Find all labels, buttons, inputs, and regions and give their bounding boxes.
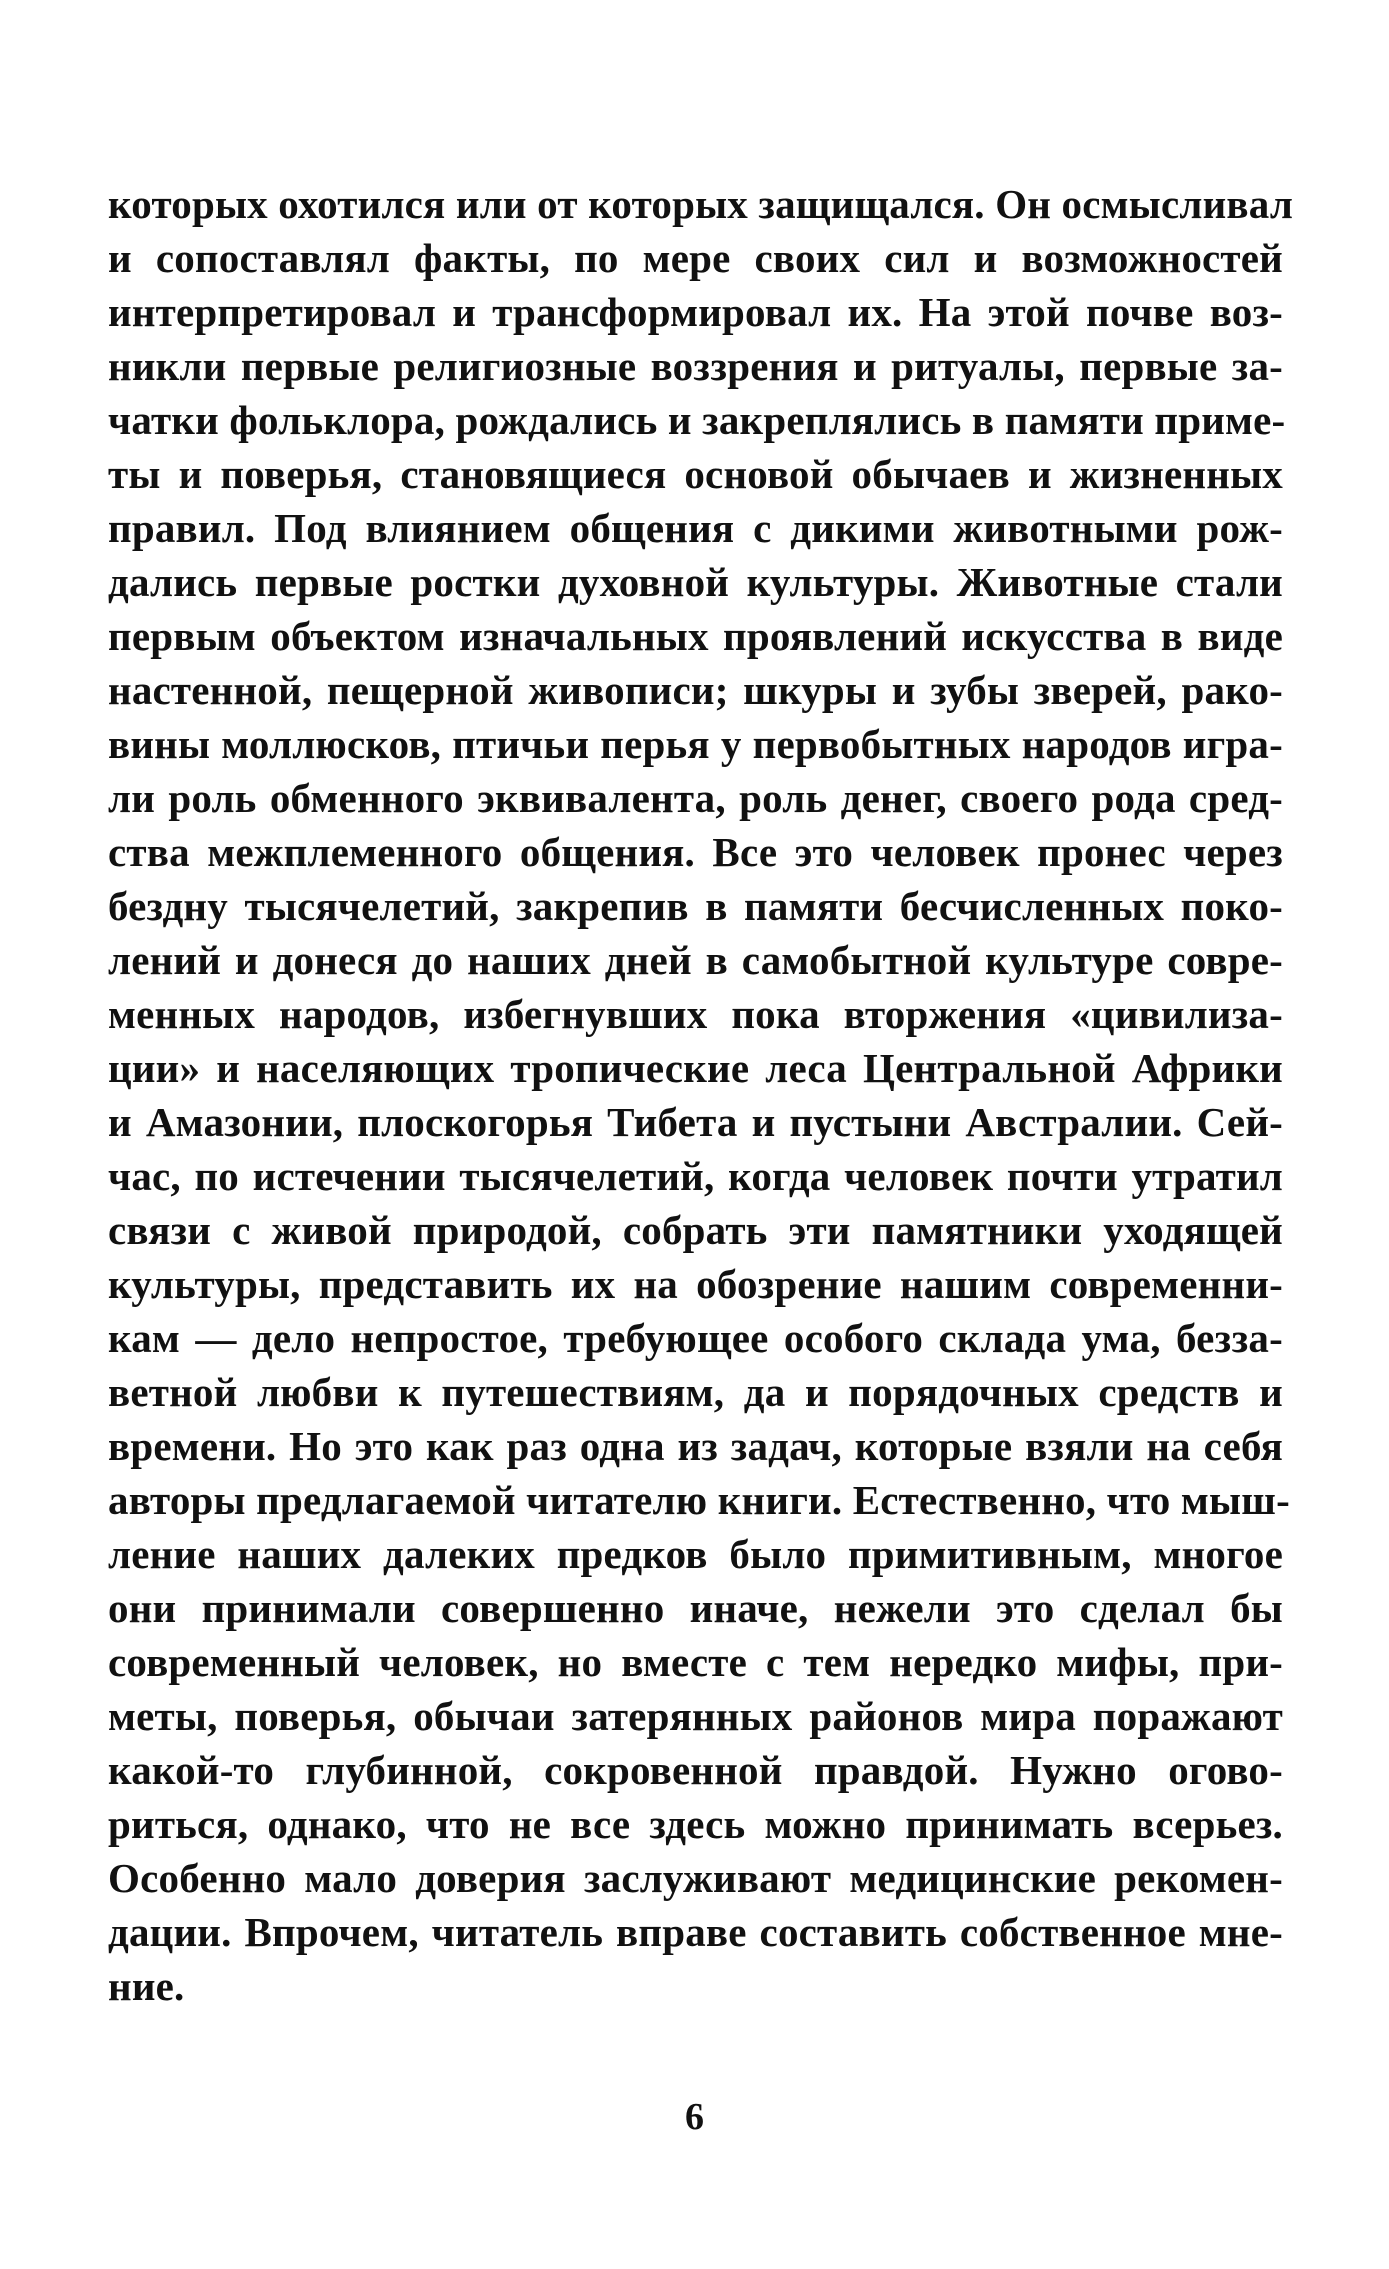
text-line: времени. Но это как раз одна из задач, которые взяли на себя [108,1423,1283,1469]
text-line: ветной любви к путешествиям, да и порядочных средств и [108,1369,1283,1415]
text-line: ли роль обменного эквивалента, роль денег, своего рода сред- [108,775,1283,821]
body-text [108,177,1294,2013]
text-line: правил. Под влиянием общения с дикими животными рож- [108,505,1283,551]
text-line: настенной, пещерной живописи; шкуры и зубы зверей, рако- [108,667,1283,713]
text-line: риться, однако, что не все здесь можно принимать всерьез. [108,1801,1283,1847]
text-line: менных народов, избегнувших пока вторжения «цивилиза- [108,991,1283,1037]
text-line: авторы предлагаемой читателю книги. Естественно, что мыш- [108,1477,1290,1523]
text-line: культуры, представить их на обозрение нашим современни- [108,1261,1283,1307]
text-line: и Амазонии, плоскогорья Тибета и пустыни Австралии. Сей- [108,1099,1283,1145]
text-line: лений и донеся до наших дней в самобытной культуре совре- [108,937,1283,983]
text-line: первым объектом изначальных проявлений искусства в виде [108,613,1283,659]
text-line: вины моллюсков, птичьи перья у первобытных народов игра- [108,721,1283,767]
text-line: чатки фольклора, рождались и закреплялись в памяти приме- [108,397,1286,443]
text-line: какой-то глубинной, сокровенной правдой. Нужно огово- [108,1747,1283,1793]
text-line: ции» и населяющих тропические леса Центральной Африки [108,1045,1283,1091]
text-line: час, по истечении тысячелетий, когда человек почти утратил [108,1153,1283,1199]
page-number: 6 [685,2096,704,2138]
text-line: интерпретировал и трансформировал их. На этой почве воз- [108,289,1283,335]
text-line: современный человек, но вместе с тем нередко мифы, при- [108,1639,1283,1685]
text-line: никли первые религиозные воззрения и ритуалы, первые за- [108,343,1283,389]
text-line: кам — дело непростое, требующее особого склада ума, безза- [108,1315,1283,1361]
text-line: ты и поверья, становящиеся основой обычаев и жизненных [108,451,1283,497]
text-line: связи с живой природой, собрать эти памятники уходящей [108,1207,1283,1253]
text-line: Особенно мало доверия заслуживают медицинские рекомен- [108,1855,1283,1901]
text-line: которых охотился или от которых защищался. Он осмысливал [108,181,1294,227]
text-line: дации. Впрочем, читатель вправе составить собственное мне- [108,1909,1283,1955]
text-line: бездну тысячелетий, закрепив в памяти бесчисленных поко- [108,883,1283,929]
text-line: они принимали совершенно иначе, нежели это сделал бы [108,1585,1283,1631]
text-line: и сопоставлял факты, по мере своих сил и возможностей [108,235,1283,281]
text-line: ление наших далеких предков было примитивным, многое [108,1531,1283,1577]
text-line-last: ние. [108,1963,185,2009]
text-line: дались первые ростки духовной культуры. Животные стали [108,559,1283,605]
text-line: меты, поверья, обычаи затерянных районов мира поражают [108,1693,1283,1739]
text-line: ства межплеменного общения. Все это человек пронес через [108,829,1283,875]
